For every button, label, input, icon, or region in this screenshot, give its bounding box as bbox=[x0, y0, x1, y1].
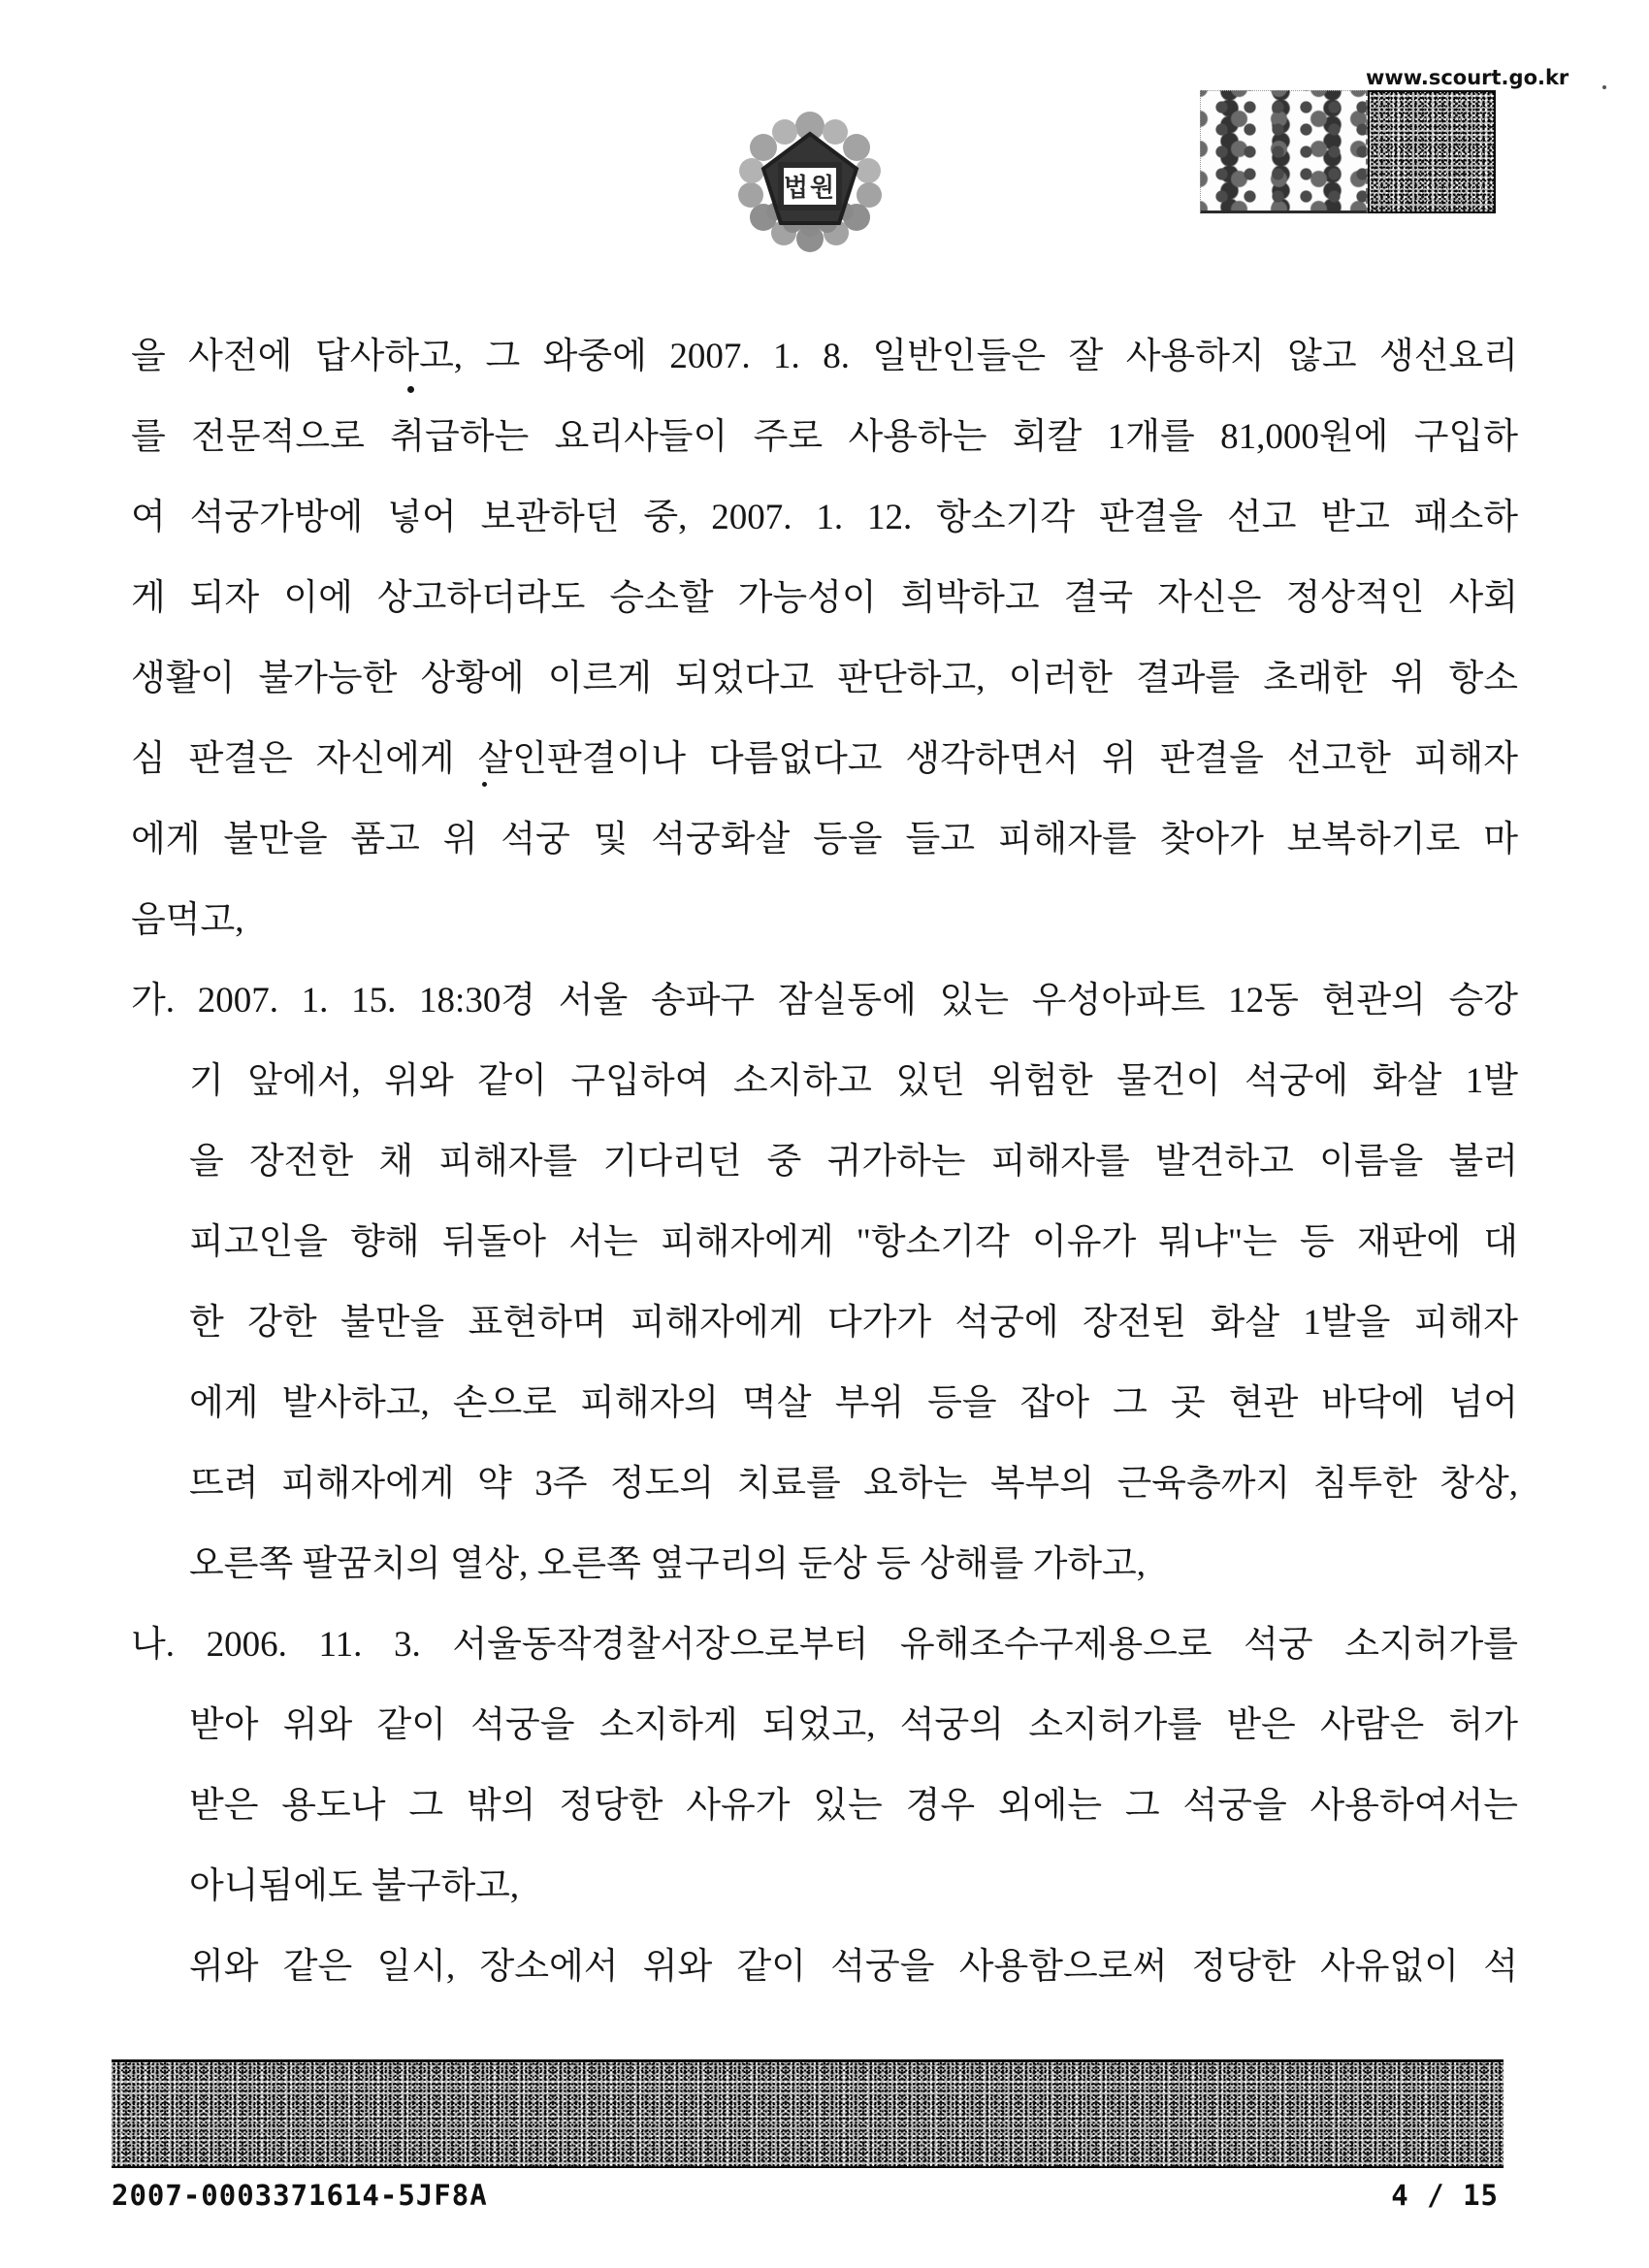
judgment-text-block bbox=[0, 335, 1649, 2025]
text-line: 받아 위와 같이 석궁을 소지하게 되었고, 석궁의 소지허가를 받은 사람은 허가 bbox=[189, 1705, 1518, 1745]
stamp-barcode-block bbox=[1368, 90, 1496, 213]
text-line: 에게 발사하고, 손으로 피해자의 멱살 부위 등을 잡아 그 곳 현관 바닥에 넘어 bbox=[189, 1383, 1518, 1423]
scan-artifact-dot bbox=[482, 782, 487, 787]
text-line: 을 장전한 채 피해자를 기다리던 중 귀가하는 피해자를 발견하고 이름을 불러 bbox=[189, 1142, 1518, 1182]
stamp-faint-panel bbox=[1200, 90, 1368, 213]
text-line: 가. 2007. 1. 15. 18:30경 서울 송파구 잠실동에 있는 우성아파트 12동 현관의 승강 bbox=[131, 981, 1518, 1021]
text-line: 나. 2006. 11. 3. 서울동작경찰서장으로부터 유해조수구제용으로 석궁 소지허가를 bbox=[131, 1625, 1518, 1665]
text-line: 을 사전에 답사하고, 그 와중에 2007. 1. 8. 일반인들은 잘 사용하지 않고 생선요리 bbox=[131, 337, 1518, 376]
text-line: 여 석궁가방에 넣어 보관하던 중, 2007. 1. 12. 항소기각 판결을 선고 받고 패소하 bbox=[131, 498, 1518, 537]
text-line: 피고인을 향해 뒤돌아 서는 피해자에게 "항소기각 이유가 뭐냐"는 등 재판에 대 bbox=[189, 1222, 1518, 1262]
text-line: 아니됨에도 불구하고, bbox=[189, 1866, 520, 1906]
scan-artifact-dot bbox=[1602, 85, 1606, 89]
page-number: 4 / 15 bbox=[1391, 2179, 1499, 2212]
text-line: 게 되자 이에 상고하더라도 승소할 가능성이 희박하고 결국 자신은 정상적인 사회 bbox=[131, 578, 1518, 618]
text-line: 에게 불만을 품고 위 석궁 및 석궁화살 등을 들고 피해자를 찾아가 보복하기로 마 bbox=[131, 820, 1518, 859]
text-line: 한 강한 불만을 표현하며 피해자에게 다가가 석궁에 장전된 화살 1발을 피해자 bbox=[189, 1303, 1518, 1343]
text-line: 심 판결은 자신에게 살인판결이나 다름없다고 생각하면서 위 판결을 선고한 피해자 bbox=[131, 739, 1518, 779]
text-line: 위와 같은 일시, 장소에서 위와 같이 석궁을 사용함으로써 정당한 사유없이 석 bbox=[189, 1947, 1518, 1987]
text-line: 를 전문적으로 취급하는 요리사들이 주로 사용하는 회칼 1개를 81,000원에 구입하 bbox=[131, 417, 1518, 457]
text-line: 기 앞에서, 위와 같이 구입하여 소지하고 있던 위험한 물건이 석궁에 화살 1발 bbox=[189, 1061, 1518, 1101]
text-line: 뜨려 피해자에게 약 3주 정도의 치료를 요하는 복부의 근육층까지 침투한 창상, bbox=[189, 1464, 1518, 1504]
bottom-noise-band bbox=[112, 2059, 1504, 2168]
text-line: 생활이 불가능한 상황에 이르게 되었다고 판단하고, 이러한 결과를 초래한 위 항소 bbox=[131, 659, 1518, 698]
document-id: 2007-0003371614-5JF8A bbox=[112, 2179, 488, 2212]
site-url-text: www.scourt.go.kr bbox=[1366, 66, 1569, 89]
text-line: 음먹고, bbox=[131, 900, 244, 940]
scan-artifact-dot bbox=[407, 386, 414, 393]
text-line: 오른쪽 팔꿈치의 열상, 오른쪽 옆구리의 둔상 등 상해를 가하고, bbox=[189, 1544, 1147, 1584]
court-seal-label: 법원 bbox=[783, 174, 837, 202]
text-line: 받은 용도나 그 밖의 정당한 사유가 있는 경우 외에는 그 석궁을 사용하여서는 bbox=[189, 1786, 1518, 1826]
stamp-area bbox=[1200, 90, 1496, 213]
